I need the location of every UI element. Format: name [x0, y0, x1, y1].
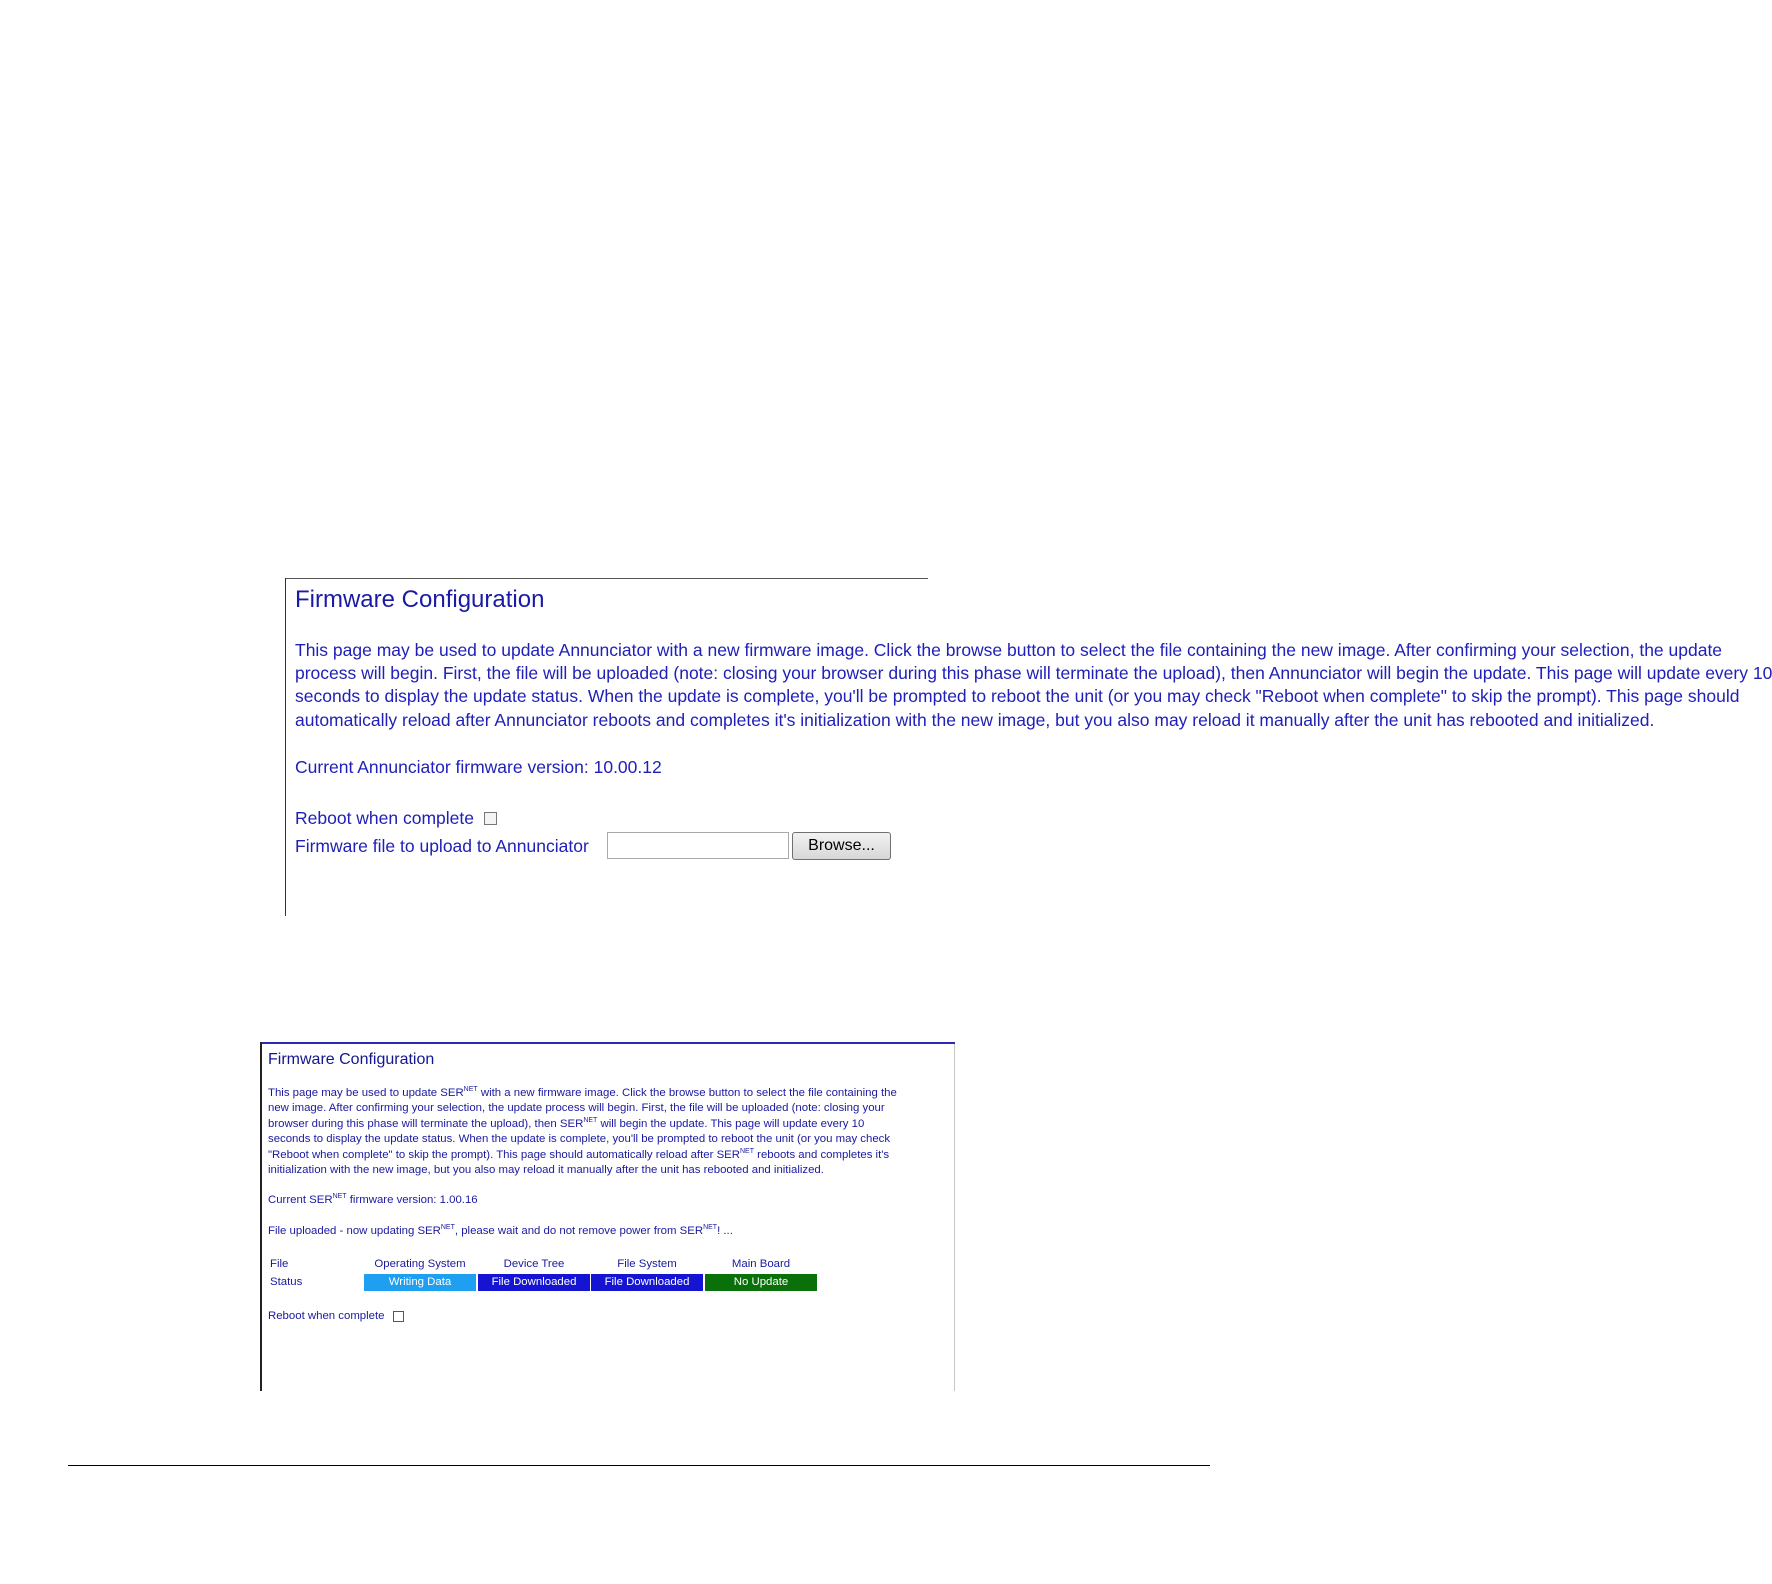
description-paragraph — [295, 639, 1772, 732]
description-line: "Reboot when complete" to skip the prompt). This page should automatically reload after $SER^{NET}$ reboots and completes it's — [268, 1147, 890, 1161]
status-cell-operating-system: Writing Data — [364, 1274, 476, 1291]
description-paragraph — [268, 1086, 948, 1178]
reboot-checkbox[interactable] — [484, 812, 497, 825]
right-border — [954, 1044, 955, 1391]
reboot-label: Reboot when complete — [295, 808, 474, 828]
file-row-label: File — [270, 1258, 289, 1270]
version-label: Current Annunciator firmware version: — [295, 757, 589, 777]
reboot-option — [295, 808, 497, 829]
footer-divider — [68, 1465, 1210, 1466]
top-border — [260, 1042, 955, 1044]
description-line: This page may be used to update Annunciator with a new firmware image. Click the browse button to select the file containing the new image. After confirming your selection, the update — [295, 640, 1723, 660]
description-line: process will begin. First, the file will be uploaded (note: closing your browser during this phase will terminate the upload), then Annunciator will begin the update. This page will update every 10 — [295, 663, 1772, 684]
status-cell-device-tree: File Downloaded — [478, 1274, 590, 1291]
column-header-device-tree: Device Tree — [503, 1258, 565, 1270]
status-cell-main-board: No Update — [705, 1274, 817, 1291]
top-divider — [286, 578, 928, 579]
page-title: Firmware Configuration — [268, 1051, 435, 1068]
status-cell-file-system: File Downloaded — [591, 1274, 703, 1291]
firmware-file-input[interactable] — [607, 832, 789, 859]
firmware-config-screenshot-2 — [260, 1042, 955, 1391]
left-border — [260, 1042, 262, 1391]
reboot-label: Reboot when complete — [268, 1310, 385, 1322]
description-line: seconds to display the update status. When the update is complete, you'll be prompted to reboot the unit (or you may check "Reboot when complete" to skip the prompt). This page should — [295, 686, 1740, 707]
current-version: Current $SER^{NET}$ firmware version: 1.00.16 — [268, 1193, 478, 1206]
reboot-checkbox[interactable] — [393, 1311, 404, 1322]
description-line: new image. After confirming your selection, the update process will begin. First, the file will be uploaded (note: closing your — [268, 1102, 885, 1115]
brand: SER — [716, 1148, 740, 1161]
upload-status-message: File uploaded - now updating $SER^{NET}$, please wait and do not remove power from $SER^{NET}$! ... — [268, 1224, 733, 1237]
status-row-label: Status — [270, 1276, 303, 1288]
brand: SER — [559, 1117, 584, 1130]
version-value: 1.00.16 — [439, 1194, 478, 1206]
current-version — [295, 757, 662, 778]
version-value: 10.00.12 — [593, 757, 662, 777]
firmware-config-screenshot-1 — [285, 578, 1772, 916]
column-header-main-board: Main Board — [731, 1258, 791, 1270]
description-line: browser during this phase will terminate the upload), then $SER^{NET}$ will begin the update. This page will update every 10 — [268, 1116, 865, 1130]
description-line: This page may be used to update $SER^{NET}$ with a new firmware image. Click the browse button to select the file containing the — [268, 1086, 897, 1099]
description-line: initialization with the new image, but you also may reload it manually after the unit has rebooted and initialized. — [268, 1164, 824, 1177]
file-upload-row — [295, 836, 589, 857]
description-line: automatically reload after Annunciator reboots and completes it's initialization with the new image, but you also may reload it manually after the unit has rebooted and initialized. — [295, 709, 1655, 730]
reboot-option — [268, 1310, 404, 1322]
column-header-operating-system: Operating System — [374, 1258, 466, 1270]
file-upload-label: Firmware file to upload to Annunciator — [295, 836, 589, 856]
browse-button[interactable]: Browse... — [792, 832, 891, 860]
column-header-file-system: File System — [617, 1258, 677, 1270]
description-line: seconds to display the update status. When the update is complete, you'll be prompted to reboot the unit (or you may check — [268, 1133, 891, 1146]
page-title: Firmware Configuration — [295, 586, 545, 613]
brand: SER — [440, 1087, 464, 1099]
